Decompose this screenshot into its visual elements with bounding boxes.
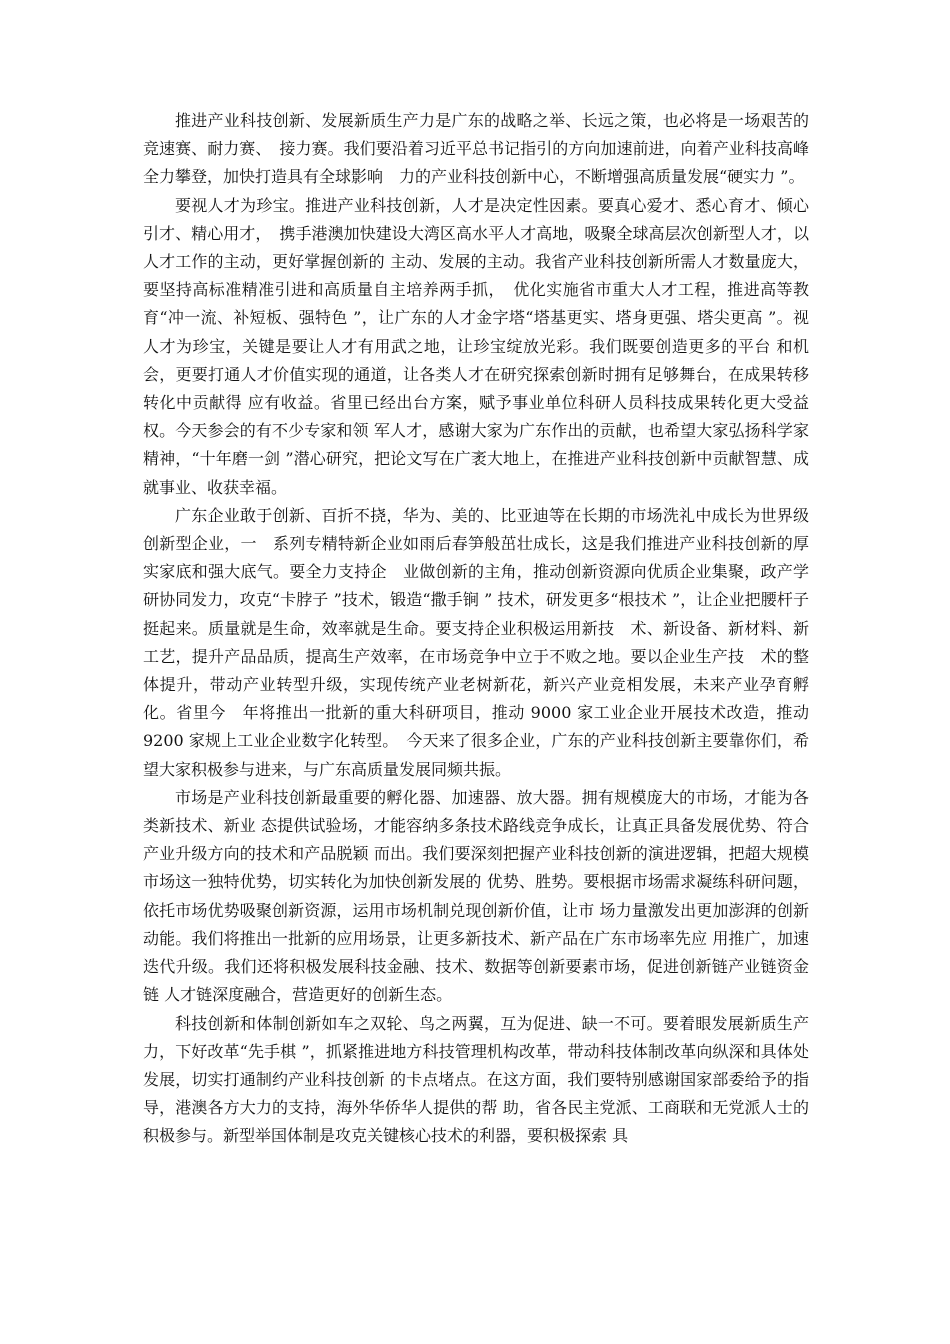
paragraph: 广东企业敢于创新、百折不挠，华为、美的、比亚迪等在长期的市场洗礼中成长为世界级创新型企业，一 系列专精特新企业如雨后春笋般茁壮成长，这是我们推进产业科技创新的厚实家底和强大底气。要全力支持企 业做创新的主角，推动创新资源向优质企业集聚，政产学研协同发力，攻克“卡脖子 ”技术，锻造“撒手锏 ” 技术，研发更多“根技术 ”，让企业把腰杆子挺起来。质量就是生命，效率就是生命。要支持企业积极运用新技 术、新设备、新材料、新工艺，提升产品品质，提高生产效率，在市场竞争中立于不败之地。要以企业生产技 术的整体提升，带动产业转型升级，实现传统产业老树新花，新兴产业竞相发展，未来产业孕育孵化。省里今 年将推出一批新的重大科研项目，推动 9000 家工业企业开展技术改造，推动 9200 家规上工业企业数字化转型。 今天来了很多企业，广东的产业科技创新主要靠你们，希望大家积极参与进来，与广东高质量发展同频共振。 <box>143 505 809 779</box>
paragraph: 推进产业科技创新、发展新质生产力是广东的战略之举、长远之策，也必将是一场艰苦的竞速赛、耐力赛、 接力赛。我们要沿着习近平总书记指引的方向加速前进，向着产业科技高峰全力攀登，加快打造具有全球影响 力的产业科技创新中心，不断增强高质量发展“硬实力 ”。 <box>143 111 809 187</box>
paragraph: 科技创新和体制创新如车之双轮、鸟之两翼，互为促进、缺一不可。要着眼发展新质生产力，下好改革“先手棋 ”，抓紧推进地方科技管理机构改革，带动科技体制改革向纵深和具体处发展，切实打通制约产业科技创新 的卡点堵点。在这方面，我们要特别感谢国家部委给予的指导，港澳各方大力的支持，海外华侨华人提供的帮 助，省各民主党派、工商联和无党派人士的积极参与。新型举国体制是攻克关键核心技术的利器，要积极探索 具 <box>143 1013 809 1146</box>
paragraph: 要视人才为珍宝。推进产业科技创新，人才是决定性因素。要真心爱才、悉心育才、倾心引才、精心用才， 携手港澳加快建设大湾区高水平人才高地，吸聚全球高层次创新型人才，以人才工作的主动，更好掌握创新的 主动、发展的主动。我省产业科技创新所需人才数量庞大，要坚持高标准精准引进和高质量自主培养两手抓， 优化实施省市重大人才工程，推进高等教育“冲一流、补短板、强特色 ”，让广东的人才金字塔“塔基更实、塔身更强、塔尖更高 ”。视人才为珍宝，关键是要让人才有用武之地，让珍宝绽放光彩。我们既要创造更多的平台 和机会，更要打通人才价值实现的通道，让各类人才在研究探索创新时拥有足够舞台，在成果转移转化中贡献得 应有收益。省里已经出台方案，赋予事业单位科研人员科技成果转化更大受益权。今天参会的有不少专家和领 军人才，感谢大家为广东作出的贡献，也希望大家弘扬科学家精神，“十年磨一剑 ”潜心研究，把论文写在广袤大地上，在推进产业科技创新中贡献智慧、成就事业、收获幸福。 <box>143 195 809 497</box>
paragraph: 市场是产业科技创新最重要的孵化器、加速器、放大器。拥有规模庞大的市场，才能为各类新技术、新业 态提供试验场，才能容纳多条技术路线竞争成长，让真正具备发展优势、符合产业升级方向的技术和产品脱颖 而出。我们要深刻把握产业科技创新的演进逻辑，把超大规模市场这一独特优势，切实转化为加快创新发展的 优势、胜势。要根据市场需求凝练科研问题，依托市场优势吸聚创新资源，运用市场机制兑现创新价值，让市 场力量激发出更加澎湃的创新动能。我们将推出一批新的应用场景，让更多新技术、新产品在广东市场率先应 用推广，加速迭代升级。我们还将积极发展科技金融、技术、数据等创新要素市场，促进创新链产业链资金链 人才链深度融合，营造更好的创新生态。 <box>143 787 809 1005</box>
document-body <box>143 107 809 1151</box>
